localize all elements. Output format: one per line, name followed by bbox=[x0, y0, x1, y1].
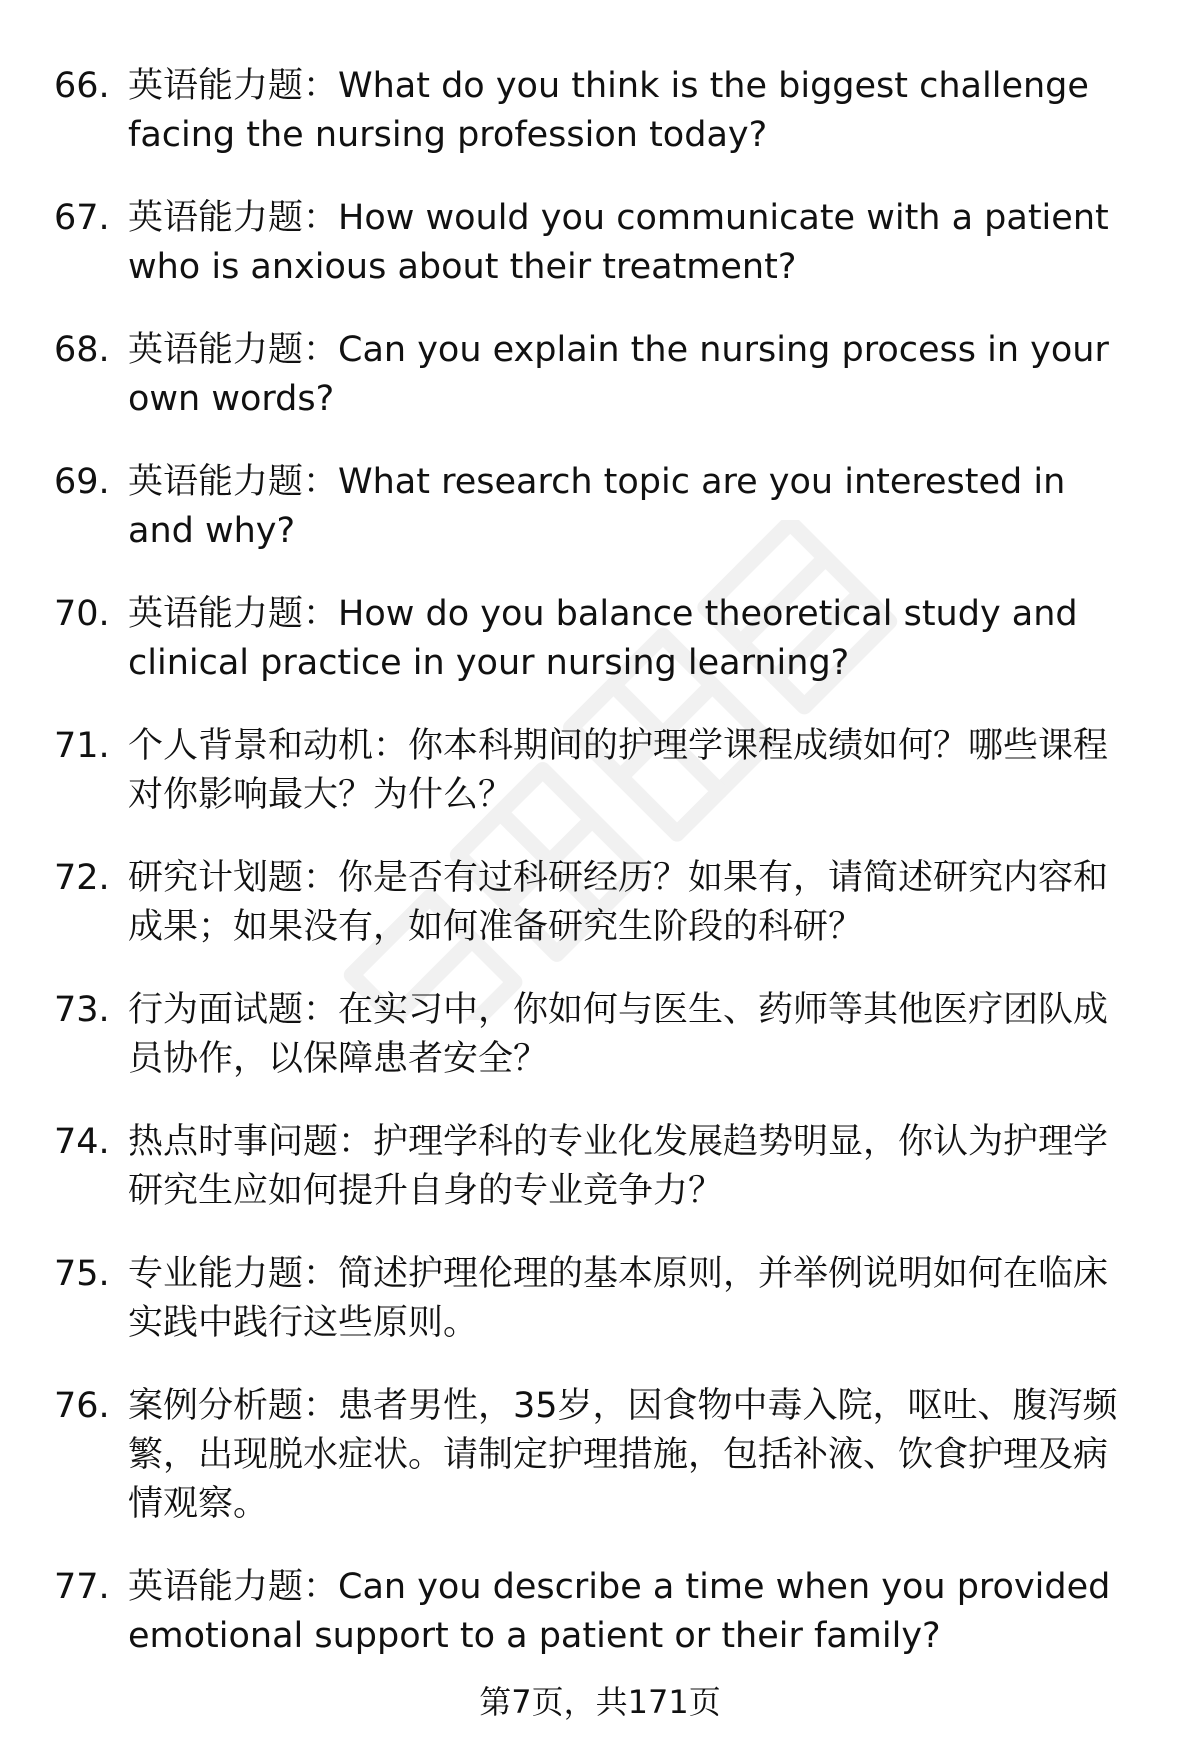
list-item bbox=[0, 722, 1200, 820]
list-item bbox=[0, 1382, 1200, 1529]
question-number: 68. bbox=[54, 330, 110, 370]
question-text: 英语能力题：How would you communicate with a patient who is anxious about their treatment? bbox=[128, 198, 1109, 287]
question-text: 英语能力题：What do you think is the biggest challenge facing the nursing profession today? bbox=[128, 66, 1089, 155]
question-text: 案例分析题：患者男性，35岁，因食物中毒入院，呕吐、腹泻频繁，出现脱水症状。请制定护理措施，包括补液、饮食护理及病情观察。 bbox=[128, 1386, 1118, 1524]
question-number: 77. bbox=[54, 1567, 110, 1607]
list-item bbox=[0, 986, 1200, 1084]
question-number: 67. bbox=[54, 198, 110, 238]
question-number: 70. bbox=[54, 594, 110, 634]
list-item bbox=[0, 590, 1200, 688]
question-text: 专业能力题：简述护理伦理的基本原则，并举例说明如何在临床实践中践行这些原则。 bbox=[128, 1254, 1109, 1343]
list-item bbox=[0, 326, 1200, 424]
question-text: 英语能力题：What research topic are you interested in and why? bbox=[128, 462, 1066, 551]
list-item bbox=[0, 194, 1200, 292]
question-number: 69. bbox=[54, 462, 110, 502]
question-text: 研究计划题：你是否有过科研经历？如果有，请简述研究内容和成果；如果没有，如何准备研究生阶段的科研？ bbox=[128, 858, 1109, 947]
question-text: 热点时事问题：护理学科的专业化发展趋势明显，你认为护理学研究生应如何提升自身的专业竞争力？ bbox=[128, 1122, 1109, 1211]
list-item bbox=[0, 62, 1200, 160]
question-text: 个人背景和动机：你本科期间的护理学课程成绩如何？哪些课程对你影响最大？为什么？ bbox=[128, 726, 1109, 815]
question-text: 英语能力题：Can you describe a time when you provided emotional support to a patient or their family? bbox=[128, 1567, 1111, 1656]
list-item bbox=[0, 854, 1200, 952]
question-number: 76. bbox=[54, 1386, 110, 1426]
question-text: 行为面试题：在实习中，你如何与医生、药师等其他医疗团队成员协作，以保障患者安全？ bbox=[128, 990, 1109, 1079]
list-item bbox=[0, 1563, 1200, 1661]
question-number: 73. bbox=[54, 990, 110, 1030]
question-number: 71. bbox=[54, 726, 110, 766]
page-number-footer: 第7页，共171页 bbox=[479, 1683, 721, 1721]
question-text: 英语能力题：Can you explain the nursing process in your own words? bbox=[128, 330, 1109, 419]
question-list bbox=[0, 62, 1200, 1695]
question-text: 英语能力题：How do you balance theoretical study and clinical practice in your nursing learning? bbox=[128, 594, 1078, 683]
list-item bbox=[0, 458, 1200, 556]
question-number: 72. bbox=[54, 858, 110, 898]
question-number: 66. bbox=[54, 66, 110, 106]
list-item bbox=[0, 1118, 1200, 1216]
question-number: 74. bbox=[54, 1122, 110, 1162]
list-item bbox=[0, 1250, 1200, 1348]
question-number: 75. bbox=[54, 1254, 110, 1294]
